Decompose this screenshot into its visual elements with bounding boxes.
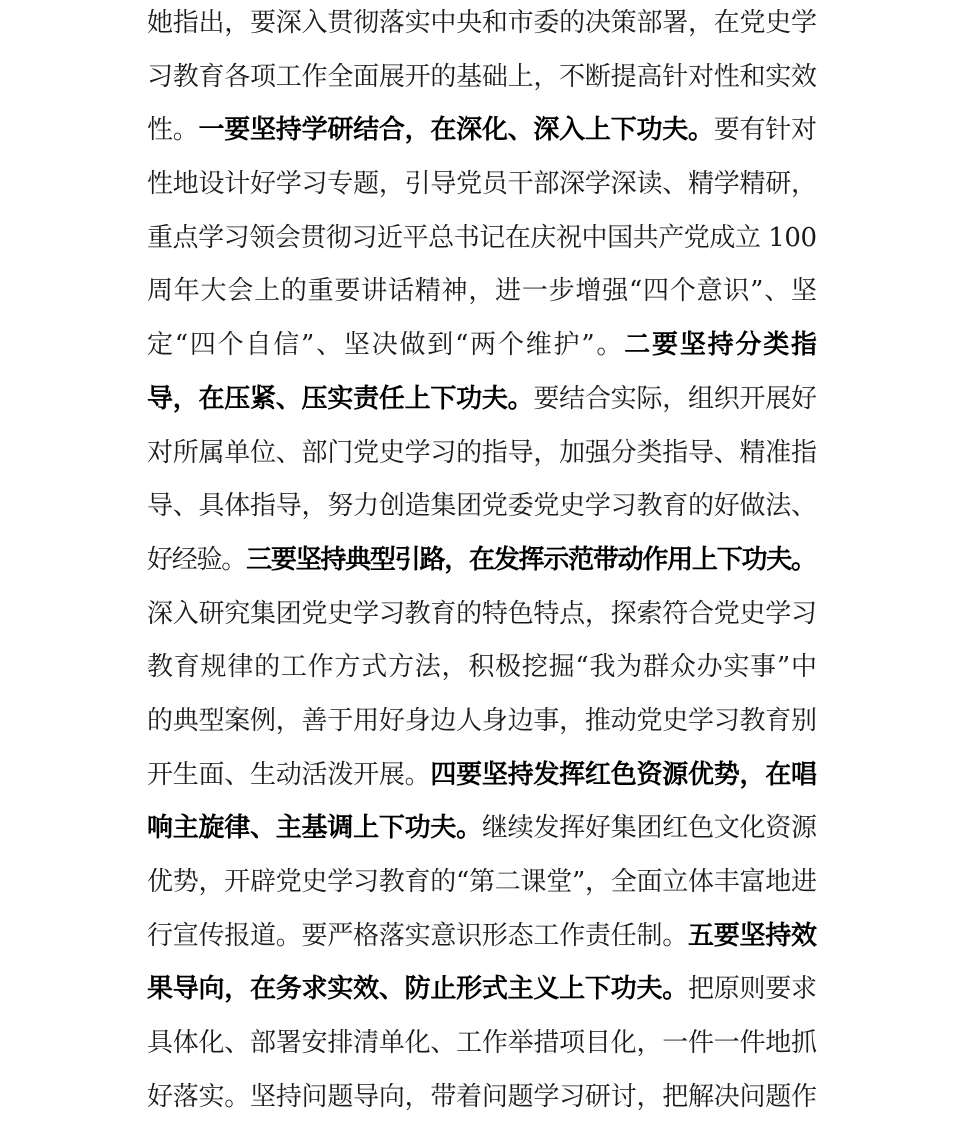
text-segment: 具体化、部署安排清单化、工作举措项目化，一件一件地抓 — [147, 1028, 817, 1059]
bold-text-segment: 响主旋律、主基调上下功夫。 — [147, 813, 482, 844]
text-segment: 定“四个自信”、坚决做到“两个维护”。 — [147, 330, 625, 361]
bold-text-segment: 一要坚持学研结合，在深化、深入上下功夫。 — [198, 115, 714, 146]
text-line — [147, 480, 817, 534]
text-line — [147, 51, 817, 105]
bold-text-segment: 三要坚持典型引路，在发挥示范带动作用上下功夫。 — [246, 544, 816, 575]
text-line — [147, 1017, 817, 1071]
text-segment: 好落实。坚持问题导向，带着问题学习研讨，把解决问题作 — [147, 1081, 817, 1112]
bold-text-segment: 二要坚持分类指 — [624, 330, 817, 361]
text-segment: 把原则要求 — [687, 974, 817, 1005]
text-line — [147, 749, 817, 803]
text-segment: 的典型案例，善于用好身边人身边事，推动党史学习教育别 — [147, 705, 817, 736]
text-line — [147, 0, 817, 51]
text-line — [147, 910, 817, 964]
text-line — [147, 158, 817, 212]
text-line — [147, 802, 817, 856]
text-segment: 周年大会上的重要讲话精神，进一步增强“四个意识”、坚 — [147, 276, 817, 307]
text-line — [147, 856, 817, 910]
bold-text-segment: 五要坚持效 — [687, 920, 817, 951]
text-segment: 性地设计好学习专题，引导党员干部深学深读、精学精研， — [147, 169, 817, 200]
bold-text-segment: 果导向，在务求实效、防止形式主义上下功夫。 — [147, 974, 688, 1005]
text-line — [147, 641, 817, 695]
text-line — [147, 265, 817, 319]
text-line — [147, 695, 817, 749]
text-segment: 深入研究集团党史学习教育的特色特点，探索符合党史学习 — [147, 598, 817, 629]
document-body-text — [147, 0, 817, 1124]
text-segment: 继续发挥好集团红色文化资源 — [481, 813, 817, 844]
text-line — [147, 534, 816, 588]
document-page — [147, 0, 817, 1112]
bold-text-segment: 导，在压紧、压实责任上下功夫。 — [147, 383, 534, 414]
text-segment: 要结合实际，组织开展好 — [533, 383, 817, 414]
text-line — [147, 1071, 817, 1124]
text-segment: 教育规律的工作方式方法，积极挖掘“我为群众办实事”中 — [147, 652, 817, 683]
text-line — [147, 963, 817, 1017]
text-line — [147, 588, 817, 642]
text-line — [147, 427, 817, 481]
text-segment: 对所属单位、部门党史学习的指导，加强分类指导、精准指 — [147, 437, 817, 468]
text-segment: 优势，开辟党史学习教育的“第二课堂”，全面立体丰富地进 — [147, 867, 817, 897]
text-segment: 习教育各项工作全面展开的基础上，不断提高针对性和实效 — [147, 61, 817, 92]
bold-text-segment: 四要坚持发挥红色资源优势，在唱 — [430, 759, 817, 790]
text-segment: 开生面、生动活泼开展。 — [147, 759, 431, 790]
text-line — [147, 319, 817, 373]
text-line — [147, 104, 817, 158]
text-segment: 重点学习领会贯彻习近平总书记在庆祝中国共产党成立 100 — [147, 222, 817, 253]
text-segment: 行宣传报道。要严格落实意识形态工作责任制。 — [147, 920, 688, 951]
text-segment: 性。 — [147, 115, 199, 146]
text-line — [147, 212, 817, 266]
text-line — [147, 373, 817, 427]
text-segment: 好经验。 — [147, 544, 247, 575]
text-segment: 要有针对 — [713, 115, 817, 146]
text-segment: 导、具体指导，努力创造集团党委党史学习教育的好做法、 — [147, 491, 817, 522]
text-segment: 她指出，要深入贯彻落实中央和市委的决策部署，在党史学 — [147, 8, 817, 38]
